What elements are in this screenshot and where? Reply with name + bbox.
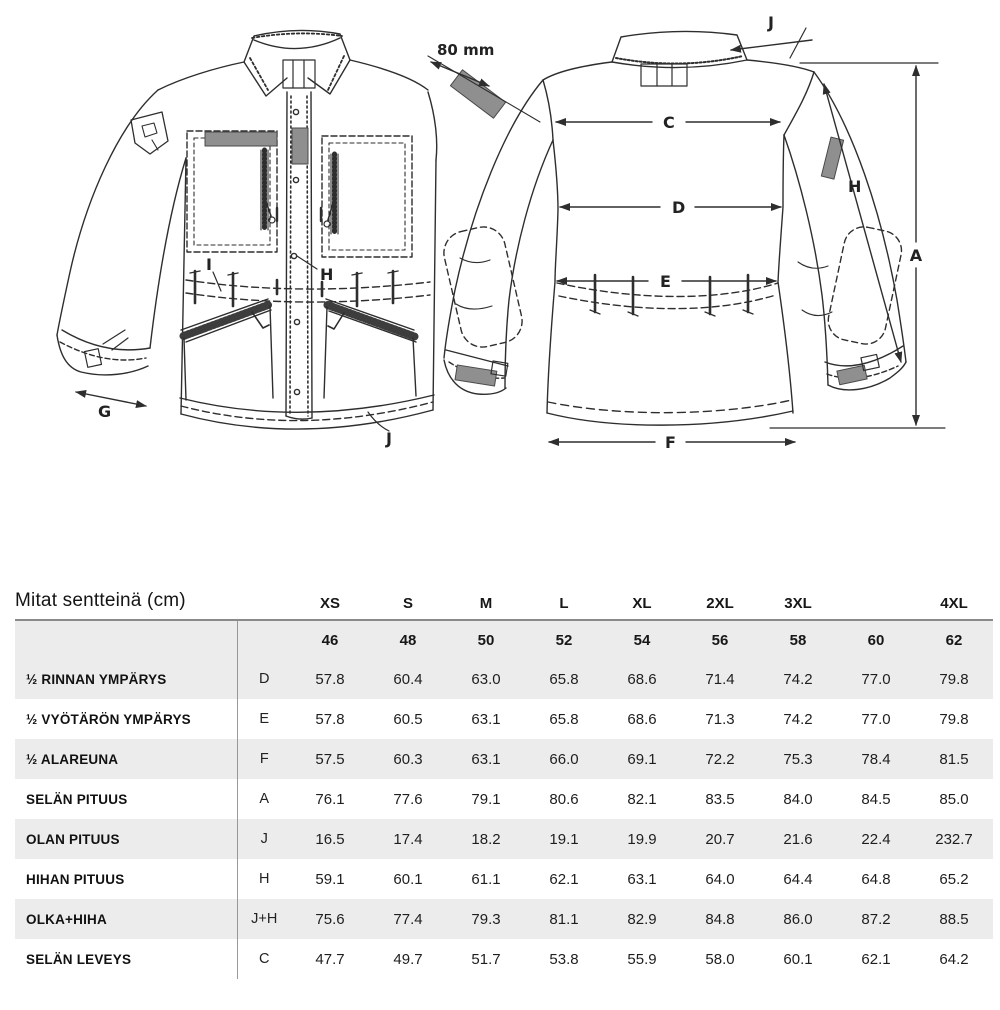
size-label-s: S (369, 586, 447, 620)
cell-value: 49.7 (393, 950, 423, 968)
row-letter: A (259, 791, 270, 807)
back-label-a: A (909, 246, 923, 265)
numeric-size-50: 50 (477, 631, 495, 649)
cell-value: 88.5 (939, 910, 969, 928)
cell-value: 84.8 (705, 910, 735, 928)
cell-value: 72.2 (705, 750, 735, 768)
cell-value: 69.1 (627, 750, 657, 768)
cell-value: 20.7 (705, 830, 735, 848)
front-lower-pockets (181, 299, 416, 400)
cell-value: 82.9 (627, 910, 657, 928)
front-measure-labels (98, 255, 392, 448)
cell-value: 77.0 (861, 670, 891, 688)
jacket-front-view (57, 30, 437, 448)
cell-value: 66.0 (549, 750, 579, 768)
row-letter: D (259, 671, 270, 687)
cell-value: 58.0 (705, 950, 735, 968)
row-letter: C (259, 951, 270, 967)
front-left-sleeve (57, 90, 186, 375)
back-collar (612, 31, 747, 86)
cell-value: 65.2 (939, 870, 969, 888)
row-label: ½ VYÖTÄRÖN YMPÄRYS (15, 699, 237, 739)
cell-value: 77.6 (393, 790, 423, 808)
front-label-g: G (98, 402, 112, 421)
cell-value: 63.1 (471, 710, 501, 728)
cell-value: 65.8 (549, 670, 579, 688)
cell-value: 19.9 (627, 830, 657, 848)
numeric-size-row-label-spacer (15, 620, 237, 659)
cell-value: 53.8 (549, 950, 579, 968)
row-label: SELÄN PITUUS (15, 779, 237, 819)
front-label-j: J (386, 429, 392, 448)
cell-value: 65.8 (549, 710, 579, 728)
cell-value: 77.0 (861, 710, 891, 728)
numeric-size-row (15, 620, 993, 659)
back-dimension-lines (431, 28, 945, 442)
cell-value: 85.0 (939, 790, 969, 808)
row-letter: J (260, 831, 268, 847)
cell-value: 77.4 (393, 910, 423, 928)
size-chart-table (15, 586, 993, 979)
cell-value: 19.1 (549, 830, 579, 848)
cell-value: 79.1 (471, 790, 501, 808)
jacket-back-view (428, 13, 945, 452)
cell-value: 16.5 (315, 830, 345, 848)
back-label-c: C (663, 113, 675, 132)
back-right-sleeve (784, 72, 906, 390)
numeric-size-62: 62 (945, 631, 963, 649)
cell-value: 18.2 (471, 830, 501, 848)
cell-value: 75.6 (315, 910, 345, 928)
numeric-size-48: 48 (399, 631, 417, 649)
size-label-l: L (525, 586, 603, 620)
cell-value: 74.2 (783, 710, 813, 728)
cell-value: 84.0 (783, 790, 813, 808)
cell-value: 76.1 (315, 790, 345, 808)
cell-value: 232.7 (935, 830, 973, 848)
cell-value: 60.1 (393, 870, 423, 888)
front-collar (244, 30, 350, 96)
cell-value: 59.1 (315, 870, 345, 888)
row-label: OLAN PITUUS (15, 819, 237, 859)
cell-value: 61.1 (471, 870, 501, 888)
cell-value: 79.8 (939, 670, 969, 688)
front-label-i: I (206, 255, 212, 274)
numeric-size-58: 58 (789, 631, 807, 649)
back-label-j: J (768, 13, 774, 32)
table-row-olka-hiha (15, 899, 993, 939)
cell-value: 74.2 (783, 670, 813, 688)
back-label-patch-dimension: 80 mm (437, 41, 495, 59)
cell-value: 84.5 (861, 790, 891, 808)
row-letter: H (259, 871, 270, 887)
back-label-e: E (660, 272, 671, 291)
cell-value: 71.4 (705, 670, 735, 688)
cell-value: 79.8 (939, 710, 969, 728)
size-label-m: M (447, 586, 525, 620)
size-label-xl: XL (603, 586, 681, 620)
table-row-selan-leveys (15, 939, 993, 979)
cell-value: 78.4 (861, 750, 891, 768)
size-label-3xl: 3XL (759, 586, 837, 620)
cell-value: 68.6 (627, 710, 657, 728)
cell-value: 22.4 (861, 830, 891, 848)
back-body (543, 60, 814, 425)
cell-value: 64.2 (939, 950, 969, 968)
cell-value: 64.4 (783, 870, 813, 888)
back-label-d: D (672, 198, 686, 217)
back-label-h: H (848, 177, 862, 196)
table-row-rinnan-ymparys (15, 659, 993, 699)
cell-value: 60.3 (393, 750, 423, 768)
row-label: ½ ALAREUNA (15, 739, 237, 779)
table-row-olan-pituus (15, 819, 993, 859)
front-placket (277, 92, 321, 419)
table-row-selan-pituus (15, 779, 993, 819)
numeric-size-46: 46 (321, 631, 339, 649)
table-title-row (15, 586, 993, 620)
numeric-size-56: 56 (711, 631, 729, 649)
cell-value: 82.1 (627, 790, 657, 808)
back-left-sleeve (428, 56, 553, 394)
cell-value: 17.4 (393, 830, 423, 848)
cell-value: 21.6 (783, 830, 813, 848)
cell-value: 47.7 (315, 950, 345, 968)
cell-value: 62.1 (549, 870, 579, 888)
cell-value: 57.5 (315, 750, 345, 768)
cell-value: 63.0 (471, 670, 501, 688)
cell-value: 81.5 (939, 750, 969, 768)
row-label: OLKA+HIHA (15, 899, 237, 939)
cell-value: 60.5 (393, 710, 423, 728)
cell-value: 57.8 (315, 670, 345, 688)
cell-value: 64.8 (861, 870, 891, 888)
cell-value: 83.5 (705, 790, 735, 808)
numeric-size-54: 54 (633, 631, 651, 649)
cell-value: 60.4 (393, 670, 423, 688)
cell-value: 60.1 (783, 950, 813, 968)
back-label-f: F (665, 433, 676, 452)
size-label-4xl: 4XL (915, 586, 993, 620)
row-letter: J+H (251, 911, 278, 927)
cell-value: 51.7 (471, 950, 501, 968)
cell-value: 87.2 (861, 910, 891, 928)
cell-value: 63.1 (627, 870, 657, 888)
cell-value: 57.8 (315, 710, 345, 728)
cell-value: 71.3 (705, 710, 735, 728)
row-label: ½ RINNAN YMPÄRYS (15, 659, 237, 699)
cell-value: 62.1 (861, 950, 891, 968)
table-row-hihan-pituus (15, 859, 993, 899)
row-label: SELÄN LEVEYS (15, 939, 237, 979)
cell-value: 75.3 (783, 750, 813, 768)
cell-value: 86.0 (783, 910, 813, 928)
cell-value: 79.3 (471, 910, 501, 928)
cell-value: 64.0 (705, 870, 735, 888)
numeric-size-52: 52 (555, 631, 573, 649)
table-title: Mitat sentteinä (cm) (15, 586, 291, 620)
size-label-xs: XS (291, 586, 369, 620)
front-label-h: H (320, 265, 334, 284)
table-row-vyotaron-ymparys (15, 699, 993, 739)
size-label-2xl: 2XL (681, 586, 759, 620)
numeric-size-row-letter-spacer (237, 620, 291, 659)
size-label-blank (837, 586, 915, 620)
numeric-size-60: 60 (867, 631, 885, 649)
table-row-alareuna (15, 739, 993, 779)
cell-value: 68.6 (627, 670, 657, 688)
cell-value: 63.1 (471, 750, 501, 768)
cell-value: 80.6 (549, 790, 579, 808)
cell-value: 55.9 (627, 950, 657, 968)
row-letter: E (259, 711, 270, 727)
row-letter: F (259, 751, 269, 767)
cell-value: 81.1 (549, 910, 579, 928)
row-label: HIHAN PITUUS (15, 859, 237, 899)
